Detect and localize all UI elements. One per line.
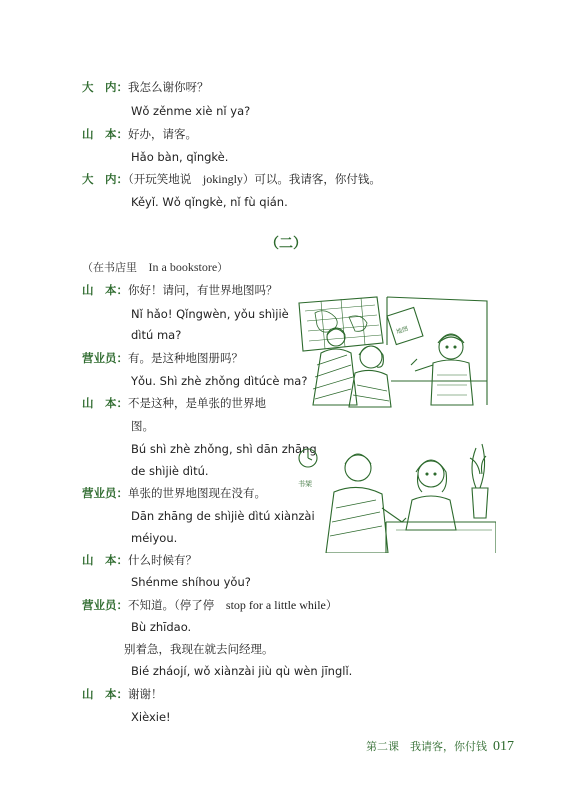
chinese-text: （开玩笑地说 bbox=[128, 172, 192, 186]
pinyin-line: Nǐ hǎo! Qǐngwèn, yǒu shìjiè bbox=[131, 307, 289, 321]
pinyin-line: méiyou. bbox=[131, 531, 178, 545]
dialog-line bbox=[82, 172, 381, 187]
speaker-label: 山 本： bbox=[82, 283, 128, 297]
bookstore-map-illustration bbox=[291, 295, 491, 410]
pinyin-line: Bié zháojí, wǒ xiànzài jiù qù wèn jīnglǐ. bbox=[131, 664, 353, 678]
dialog-line bbox=[82, 553, 197, 568]
lesson-title: 第二课 我请客，你付钱 bbox=[366, 740, 487, 753]
chinese-continuation: 图。 bbox=[131, 419, 154, 433]
chinese-text: 我怎么谢你呀？ bbox=[128, 80, 209, 94]
pinyin-line: dìtú ma? bbox=[131, 328, 182, 342]
pinyin-line: Kěyǐ. Wǒ qǐngkè, nǐ fù qián. bbox=[131, 195, 288, 209]
pinyin-line: Xièxie! bbox=[131, 710, 171, 724]
english-gloss: stop for a little while bbox=[225, 598, 326, 612]
speaker-label: 营业员： bbox=[82, 598, 128, 612]
speaker-label: 大 内： bbox=[82, 80, 128, 94]
page-number: 017 bbox=[493, 739, 514, 754]
pinyin-line: Shénme shíhou yǒu? bbox=[131, 575, 251, 589]
chinese-continuation: 别着急，我现在就去问经理。 bbox=[124, 642, 274, 656]
bookstore-counter-illustration bbox=[296, 438, 496, 553]
dialog-line bbox=[82, 80, 209, 95]
dialog-line bbox=[82, 396, 266, 411]
dialog-line bbox=[82, 687, 163, 702]
speaker-label: 大 内： bbox=[82, 172, 128, 186]
speaker-label: 山 本： bbox=[82, 127, 128, 141]
pinyin-line: Dān zhāng de shìjiè dìtú xiànzài bbox=[131, 509, 315, 523]
pinyin-line: Wǒ zěnme xiè nǐ ya? bbox=[131, 104, 251, 118]
pinyin-line: Bù zhīdao. bbox=[131, 620, 192, 634]
pinyin-line: Yǒu. Shì zhè zhǒng dìtúcè ma? bbox=[131, 374, 308, 388]
chinese-text: ） bbox=[325, 598, 338, 612]
svg-text:地图: 地图 bbox=[395, 325, 410, 336]
scene-note bbox=[82, 259, 228, 275]
speaker-label: 山 本： bbox=[82, 553, 128, 567]
section-title: （二） bbox=[265, 236, 307, 252]
dialog-line bbox=[82, 351, 243, 366]
dialog-line bbox=[82, 598, 337, 613]
scene-note-close: ） bbox=[217, 261, 229, 274]
chinese-text: 什么时候有？ bbox=[128, 553, 197, 567]
chinese-text: 好办，请客。 bbox=[128, 127, 197, 141]
dialog-line bbox=[82, 486, 266, 501]
pinyin-line: Hǎo bàn, qǐngkè. bbox=[131, 150, 229, 164]
dialog-line bbox=[82, 283, 278, 298]
pinyin-line: de shìjiè dìtú. bbox=[131, 464, 209, 478]
scene-note-chinese: （在书店里 bbox=[82, 261, 137, 274]
english-gloss: jokingly bbox=[202, 172, 243, 186]
speaker-label: 山 本： bbox=[82, 687, 128, 701]
chinese-text: 不是这种，是单张的世界地 bbox=[128, 396, 266, 410]
speaker-label: 营业员： bbox=[82, 486, 128, 500]
page-footer bbox=[366, 738, 514, 755]
chinese-text: 不知道。（停了停 bbox=[128, 598, 215, 612]
chinese-text: 单张的世界地图现在没有。 bbox=[128, 486, 266, 500]
pinyin-line: Bú shì zhè zhǒng, shì dān zhāng bbox=[131, 442, 317, 456]
chinese-text: 有。是这种地图册吗？ bbox=[128, 351, 243, 365]
dialog-line bbox=[82, 127, 197, 142]
scene-note-english: In a bookstore bbox=[148, 260, 218, 274]
chinese-text: 谢谢！ bbox=[128, 687, 163, 701]
chinese-text: 你好！请问，有世界地图吗？ bbox=[128, 283, 278, 297]
speaker-label: 山 本： bbox=[82, 396, 128, 410]
speaker-label: 营业员： bbox=[82, 351, 128, 365]
chinese-text: ）可以。我请客，你付钱。 bbox=[242, 172, 381, 186]
shelf-sign: 书架 bbox=[298, 480, 312, 488]
